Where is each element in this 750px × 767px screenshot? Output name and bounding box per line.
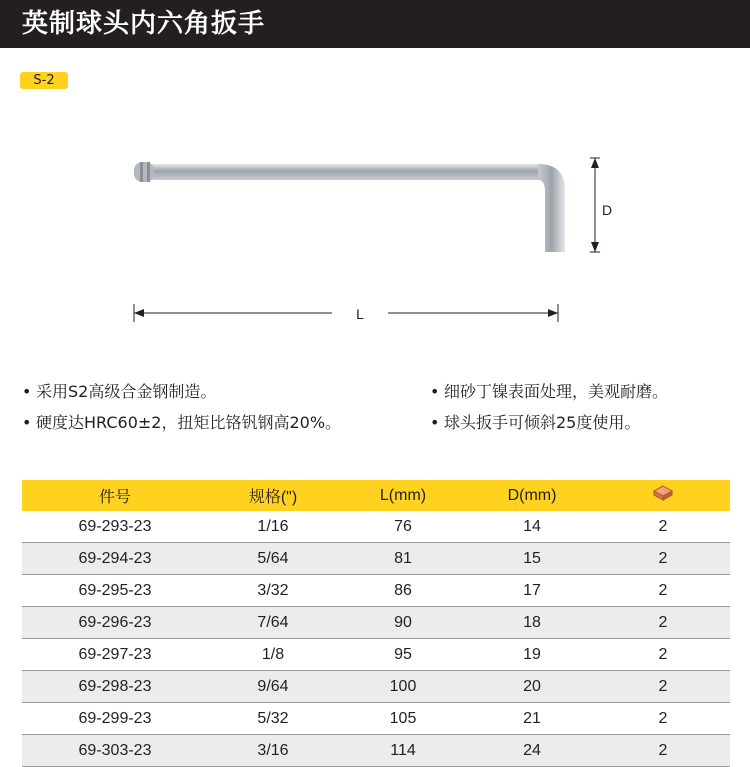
table-row (22, 511, 730, 543)
table-row (22, 607, 730, 639)
cell-part-number: 69-303-23 (22, 735, 208, 767)
dimension-l-label: L (356, 306, 364, 322)
cell-length: 100 (338, 671, 468, 703)
spec-table (22, 480, 730, 767)
table-row (22, 735, 730, 767)
model-badge: S-2 (20, 72, 68, 89)
cell-package: 2 (596, 735, 730, 767)
bullet: • (430, 382, 440, 401)
feature-item (430, 407, 668, 438)
table-row (22, 639, 730, 671)
cell-part-number: 69-293-23 (22, 511, 208, 543)
cell-size: 1/8 (208, 639, 338, 671)
feature-text: 球头扳手可倾斜25度使用。 (444, 413, 641, 432)
cell-diameter: 19 (468, 639, 596, 671)
cell-length: 105 (338, 703, 468, 735)
feature-list-left (22, 376, 341, 438)
bullet: • (22, 413, 32, 432)
cell-package: 2 (596, 543, 730, 575)
cell-part-number: 69-298-23 (22, 671, 208, 703)
header-length: L(mm) (338, 480, 468, 511)
header-size: 规格(") (208, 480, 338, 511)
cell-diameter: 24 (468, 735, 596, 767)
cell-package: 2 (596, 607, 730, 639)
cell-size: 5/64 (208, 543, 338, 575)
bullet: • (22, 382, 32, 401)
cell-size: 7/64 (208, 607, 338, 639)
cell-part-number: 69-294-23 (22, 543, 208, 575)
cell-part-number: 69-297-23 (22, 639, 208, 671)
cell-diameter: 20 (468, 671, 596, 703)
cell-size: 9/64 (208, 671, 338, 703)
feature-item (22, 376, 341, 407)
title-bar (0, 0, 750, 48)
feature-text: 硬度达HRC60±2，扭矩比铬钒钢高20%。 (36, 413, 342, 432)
bullet: • (430, 413, 440, 432)
feature-text: 采用S2高级合金钢制造。 (36, 382, 217, 401)
table-row (22, 543, 730, 575)
cell-package: 2 (596, 511, 730, 543)
cell-length: 114 (338, 735, 468, 767)
dimension-d-label: D (602, 202, 613, 218)
cell-part-number: 69-295-23 (22, 575, 208, 607)
cell-length: 81 (338, 543, 468, 575)
page-title: 英制球头内六角扳手 (22, 9, 266, 39)
table-row (22, 671, 730, 703)
table-row (22, 575, 730, 607)
cell-package: 2 (596, 671, 730, 703)
feature-item (430, 376, 668, 407)
cell-package: 2 (596, 703, 730, 735)
cell-diameter: 18 (468, 607, 596, 639)
dimension-d-marker (590, 158, 600, 252)
cell-diameter: 15 (468, 543, 596, 575)
header-package (596, 480, 730, 511)
feature-item (22, 407, 341, 438)
cell-part-number: 69-299-23 (22, 703, 208, 735)
cell-part-number: 69-296-23 (22, 607, 208, 639)
cell-package: 2 (596, 639, 730, 671)
cell-size: 3/32 (208, 575, 338, 607)
box-icon (653, 485, 673, 501)
hex-key-icon (134, 162, 565, 252)
cell-size: 3/16 (208, 735, 338, 767)
wrench-diagram (120, 140, 613, 340)
cell-length: 90 (338, 607, 468, 639)
feature-text: 细砂丁镍表面处理，美观耐磨。 (444, 382, 669, 401)
dimension-l-marker (134, 304, 558, 322)
header-diameter: D(mm) (468, 480, 596, 511)
cell-size: 1/16 (208, 511, 338, 543)
table-header-row (22, 480, 730, 511)
cell-package: 2 (596, 575, 730, 607)
cell-diameter: 14 (468, 511, 596, 543)
cell-length: 95 (338, 639, 468, 671)
cell-size: 5/32 (208, 703, 338, 735)
cell-length: 76 (338, 511, 468, 543)
header-part-number: 件号 (22, 480, 208, 511)
cell-length: 86 (338, 575, 468, 607)
feature-list-right (430, 376, 668, 438)
table-row (22, 703, 730, 735)
cell-diameter: 17 (468, 575, 596, 607)
cell-diameter: 21 (468, 703, 596, 735)
